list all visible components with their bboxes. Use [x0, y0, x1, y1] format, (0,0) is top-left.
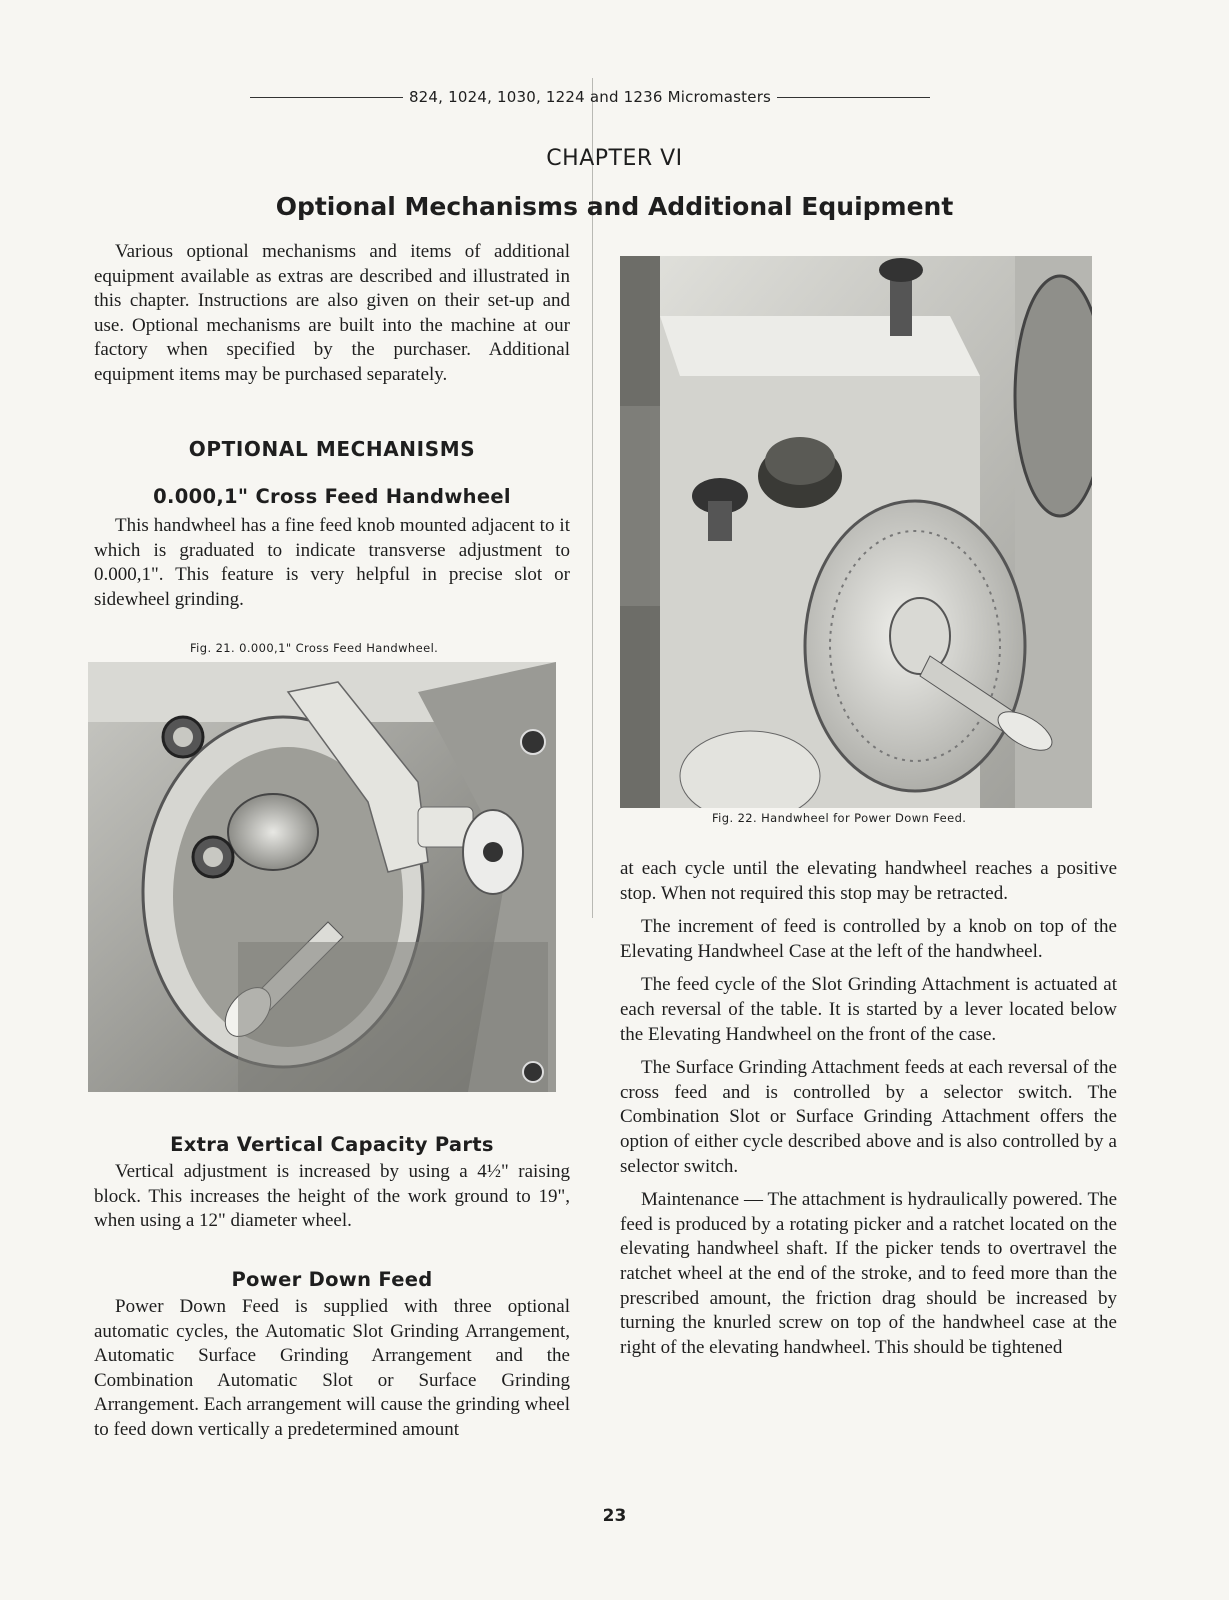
- cross-feed-handwheel-illustration: [88, 662, 556, 1092]
- header-rule-left: [250, 97, 403, 98]
- right-paragraph-3: The feed cycle of the Slot Grinding Attachment is actuated at each reversal of the table. It is started by a lever located below the Elevating Handwheel on the front of the case.: [620, 974, 1117, 1045]
- figure-21-caption: Fig. 21. 0.000,1" Cross Feed Handwheel.: [190, 641, 439, 655]
- subheading-power-down-feed: Power Down Feed: [231, 1268, 433, 1291]
- intro-paragraph-block: [94, 240, 570, 388]
- power-down-paragraph: Power Down Feed is supplied with three optional automatic cycles, the Automatic Slot Grinding Arrangement, Automatic Surface Grinding Arrangement and the Combination Automatic Slot or Surface Grinding Arrangement. Each arrangement will cause the grinding wheel to feed down vertically a predetermined amount: [94, 1296, 570, 1440]
- intro-paragraph: Various optional mechanisms and items of additional equipment available as extras are described and illustrated in this chapter. Instructions are also given on their set-up and use. Optional mechanisms are built into the machine at our factory when specified by the purchaser. Additional equipment items may be purchased separately.: [94, 241, 570, 385]
- optional-mechanisms-section: [94, 437, 570, 461]
- chapter-title: Optional Mechanisms and Additional Equipment: [275, 192, 954, 221]
- chapter-label: CHAPTER VI: [546, 146, 683, 171]
- subheading-extra-vertical-capacity: Extra Vertical Capacity Parts: [170, 1133, 494, 1156]
- figure-22-caption: Fig. 22. Handwheel for Power Down Feed.: [712, 811, 967, 825]
- section-heading-optional-mechanisms: OPTIONAL MECHANISMS: [188, 437, 476, 461]
- page-number: 23: [602, 1506, 627, 1526]
- right-paragraph-1: at each cycle until the elevating handwheel reaches a positive stop. When not required this stop may be retracted.: [620, 858, 1117, 904]
- subheading-cross-feed-handwheel: 0.000,1" Cross Feed Handwheel: [153, 485, 511, 508]
- power-down-continued: [620, 857, 1117, 1360]
- header-rule-right: [777, 97, 930, 98]
- power-down-feed-handwheel-illustration: [620, 256, 1092, 808]
- running-title: 824, 1024, 1030, 1224 and 1236 Micromasters: [408, 88, 772, 106]
- figure-22-photo: [620, 256, 1092, 808]
- power-down-section: [94, 1268, 570, 1443]
- right-paragraph-4: The Surface Grinding Attachment feeds at each reversal of the cross feed and is controlled by a selector switch. The Combination Slot or Surface Grinding Attachment offers the option of either cycle described above and is also controlled by a selector switch.: [620, 1057, 1117, 1177]
- cross-feed-section: [94, 485, 570, 612]
- right-paragraph-2: The increment of feed is controlled by a knob on top of the Elevating Handwheel Case at the left of the handwheel.: [620, 916, 1117, 962]
- extra-vertical-section: [94, 1133, 570, 1234]
- right-paragraph-5: Maintenance — The attachment is hydraulically powered. The feed is produced by a rotating picker and a ratchet located on the elevating handwheel shaft. If the picker tends to overtravel the ratchet wheel at the end of the stroke, and to feed more than the prescribed amount, the friction drag should be increased by turning the knurled screw on top of the handwheel case at the right of the elevating handwheel. This should be tightened: [620, 1189, 1117, 1358]
- figure-21-photo: [88, 662, 556, 1092]
- running-header: [250, 88, 930, 106]
- extra-vertical-paragraph: Vertical adjustment is increased by using a 4½" raising block. This increases the height of the work ground to 19", when using a 12" diameter wheel.: [94, 1161, 570, 1232]
- cross-feed-paragraph: This handwheel has a fine feed knob mounted adjacent to it which is graduated to indicate transverse adjustment to 0.000,1". This feature is very helpful in precise slot or sidewheel grinding.: [94, 515, 570, 610]
